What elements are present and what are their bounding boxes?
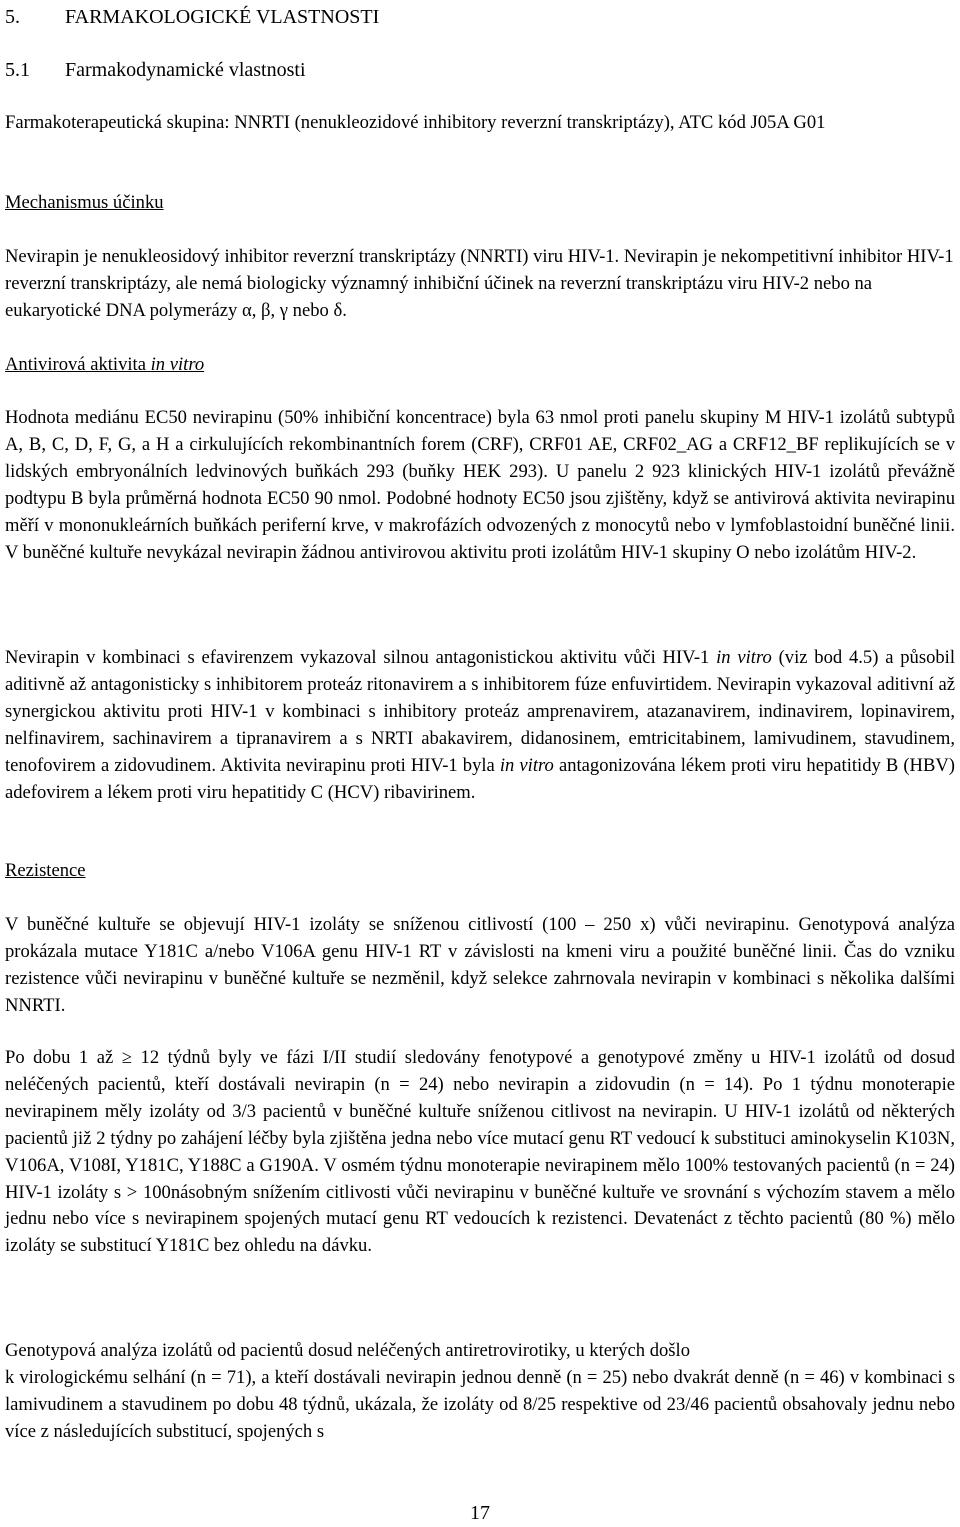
antiviral-p2-part-c: antagonizována lékem proti viru hepatitidy B (HBV) adefovirem a lékem proti viru hepatitidy C (HCV) ribavirinem. — [5, 754, 955, 803]
therapeutic-group-paragraph: Farmakoterapeutická skupina: NNRTI (nenukleozidové inhibitory reverzní transkriptázy), ATC kód J05A G01 — [5, 112, 826, 133]
antiviral-heading-italic: in vitro — [150, 354, 205, 375]
subsection-title: Farmakodynamické vlastnosti — [65, 59, 306, 81]
antiviral-paragraph-2 — [5, 645, 955, 806]
section-number: 5. — [5, 6, 20, 28]
resistance-paragraph-2: Po dobu 1 až ≥ 12 týdnů byly ve fázi I/II studií sledovány fenotypové a genotypové změny u HIV-1 izolátů od dosud neléčených pacientů, kteří dostávali nevirapin (n = 24) nebo nevirapin a zidovudin (n = 14). Po 1 týdnu monoterapie nevirapinem měly izoláty od 3/3 pacientů v buněčné kultuře sníženou citlivost na nevirapin. U HIV-1 izolátů od některých pacientů již 2 týdny po zahájení léčby byla zjištěna jedna nebo více mutací genu RT vedoucí k substituci aminokyselin K103N, V106A, V108I, Y181C, Y188C a G190A. V osmém týdnu monoterapie nevirapinem mělo 100% testovaných pacientů (n = 24) HIV-1 izoláty s > 100násobným snížením citlivosti vůči nevirapinu v buněčné kultuře ve srovnání s výchozím stavem a mělo jednu nebo více s nevirapinem spojených mutací genu RT vedoucích k rezistenci. Devatenáct z těchto pacientů (80 %) mělo izoláty se substitucí Y181C bez ohledu na dávku. — [5, 1047, 955, 1257]
antiviral-p2-part-a: Nevirapin v kombinaci s efavirenzem vykazoval silnou antagonistickou aktivitu vůči HIV-1 — [5, 647, 717, 668]
antiviral-heading-text: Antivirová aktivita — [5, 354, 151, 375]
antiviral-p2-italic-2: in vitro — [499, 754, 554, 776]
resistance-paragraph-3 — [5, 1338, 955, 1446]
page-number: 17 — [470, 1502, 490, 1524]
resistance-paragraph-1: V buněčné kultuře se objevují HIV-1 izoláty se sníženou citlivostí (100 – 250 x) vůči nevirapinu. Genotypová analýza prokázala mutace Y181C a/nebo V106A genu HIV-1 RT v závislosti na kmeni viru a použité buněčné linii. Čas do vzniku rezistence vůči nevirapinu v buněčné kultuře se nezměnil, když selekce zahrnovala nevirapin v kombinaci s několika dalšími NNRTI. — [5, 914, 955, 1016]
subsection-heading — [5, 57, 306, 83]
mechanism-heading: Mechanismus účinku — [5, 192, 164, 213]
resistance-p3-first-line: Genotypová analýza izolátů od pacientů dosud neléčených antiretrovirotiky, u kterých došlo — [5, 1340, 690, 1361]
resistance-heading: Rezistence — [5, 860, 86, 881]
subsection-number: 5.1 — [5, 59, 30, 81]
antiviral-p2-part-b: (viz bod 4.5) a působil aditivně až antagonisticky s inhibitorem proteáz ritonavirem a s inhibitorem fúze enfuvirtidem. Nevirapin vykazoval aditivní až synergickou aktivitu proti HIV-1 v kombinaci s inhibitory proteáz amprenavirem, atazanavirem, indinavirem, lopinavirem, nelfinavirem, sachinavirem a tipranavirem a s NRTI abakavirem, didanosinem, emtricitabinem, lamivudinem, stavudinem, tenofovirem a zidovudinem. Aktivita nevirapinu proti HIV-1 byla — [5, 647, 955, 776]
mechanism-paragraph: Nevirapin je nenukleosidový inhibitor reverzní transkriptázy (NNRTI) viru HIV-1. Nevirapin je nekompetitivní inhibitor HIV-1 reverzní transkriptázy, ale nemá biologicky významný inhibiční účinek na reverzní transkriptázu viru HIV-2 nebo na eukaryotické DNA polymerázy α, β, γ nebo δ. — [5, 246, 954, 321]
antiviral-paragraph-1: Hodnota mediánu EC50 nevirapinu (50% inhibiční koncentrace) byla 63 nmol proti panelu skupiny M HIV-1 izolátů subtypů A, B, C, D, F, G, a H a cirkulujících rekombinantních forem (CRF), CRF01 AE, CRF02_AG a CRF12_BF replikujících se v lidských embryonálních ledvinových buňkách 293 (buňky HEK 293). U panelu 2 923 klinických HIV-1 izolátů převážně podtypu B byla průměrná hodnota EC50 90 nmol. Podobné hodnoty EC50 jsou zjištěny, když se antivirová aktivita nevirapinu měří v mononukleárních buňkách periferní krve, v makrofázích odvozených z monocytů nebo v lymfoblastoidní buněčné linii. V buněčné kultuře nevykázal nevirapin žádnou antivirovou aktivitu proti izolátům HIV-1 skupiny O nebo izolátům HIV-2. — [5, 407, 955, 563]
antiviral-p2-italic-1: in vitro — [716, 647, 772, 668]
section-title: FARMAKOLOGICKÉ VLASTNOSTI — [65, 6, 380, 28]
section-heading — [5, 4, 379, 30]
antiviral-heading — [5, 352, 955, 379]
resistance-p3-rest: k virologickému selhání (n = 71), a kteří dostávali nevirapin jednou denně (n = 25) nebo dvakrát denně (n = 46) v kombinaci s lamivudinem a stavudinem po dobu 48 týdnů, ukázala, že izoláty od 8/25 respektive od 23/46 pacientů obsahovaly jednu nebo více z následujících substitucí, spojených s — [5, 1366, 955, 1442]
